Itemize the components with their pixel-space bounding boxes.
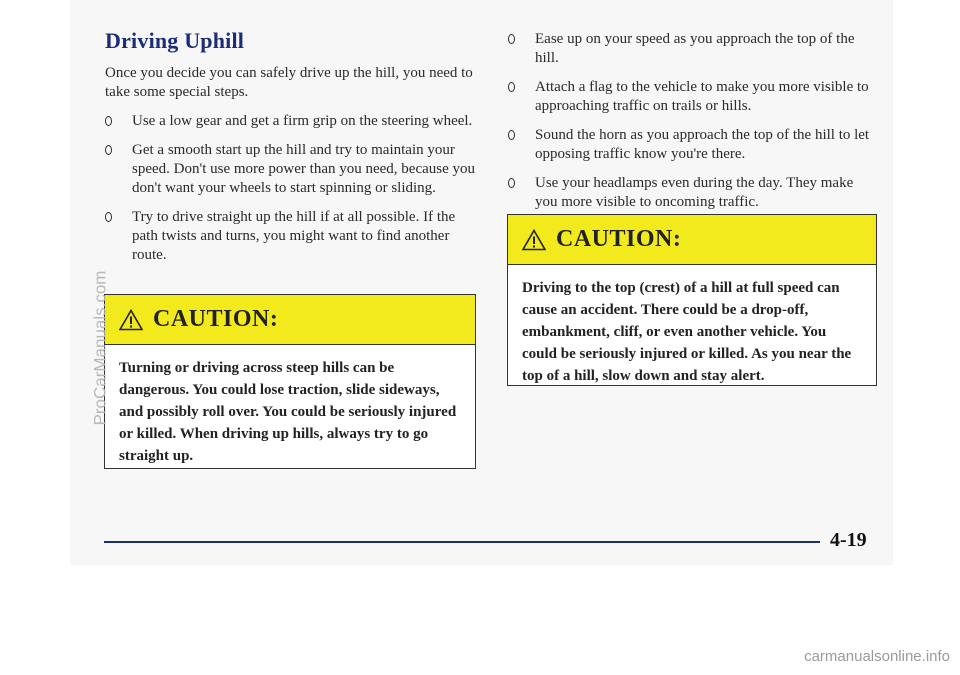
bullet-icon xyxy=(105,145,112,155)
bullet-icon xyxy=(508,82,515,92)
warning-triangle-icon xyxy=(119,309,143,331)
page-number: 4-19 xyxy=(830,529,867,551)
bullet-icon xyxy=(508,34,515,44)
bullet-icon xyxy=(508,178,515,188)
footer-rule xyxy=(104,541,820,543)
left-column xyxy=(105,28,477,275)
list-item: Try to drive straight up the hill if at all possible. If the path twists and turns, you might want to find another route. xyxy=(105,208,477,265)
left-bullet-list xyxy=(105,112,477,265)
bullet-icon xyxy=(508,130,515,140)
list-item: Attach a flag to the vehicle to make you more visible to approaching traffic on trails or hills. xyxy=(508,78,878,116)
caution-label: CAUTION: xyxy=(556,226,682,252)
list-item: Use a low gear and get a firm grip on the steering wheel. xyxy=(105,112,477,131)
right-bullet-list xyxy=(508,30,878,212)
caution-label: CAUTION: xyxy=(153,306,279,332)
bottom-watermark: carmanualsonline.info xyxy=(804,648,950,665)
right-column xyxy=(508,30,878,222)
caution-header xyxy=(508,215,876,265)
caution-text: Driving to the top (crest) of a hill at full speed can cause an accident. There could be a drop-off, embankment, cliff, or even another vehicle. You could be seriously injured or killed. As you near the top of a hill, slow down and stay alert. xyxy=(522,280,852,384)
caution-header xyxy=(105,295,475,345)
list-item: Use your headlamps even during the day. They make you more visible to oncoming traffic. xyxy=(508,174,878,212)
list-item: Ease up on your speed as you approach the top of the hill. xyxy=(508,30,878,68)
side-watermark: ProCarManuals.com xyxy=(90,270,110,425)
list-item: Get a smooth start up the hill and try to maintain your speed. Don't use more power than you need, because you don't want your wheels to start spinning or sliding. xyxy=(105,141,477,198)
section-title: Driving Uphill xyxy=(105,28,245,53)
caution-box-left xyxy=(104,294,476,469)
caution-box-right xyxy=(507,214,877,386)
bullet-icon xyxy=(105,116,112,126)
intro-paragraph: Once you decide you can safely drive up the hill, you need to take some special steps. xyxy=(105,65,473,100)
caution-text: Turning or driving across steep hills can be dangerous. You could lose traction, slide sideways, and possibly roll over. You could be seriously injured or killed. When driving up hills, always try to go straight up. xyxy=(119,360,457,464)
warning-triangle-icon xyxy=(522,229,546,251)
list-item: Sound the horn as you approach the top of the hill to let opposing traffic know you're there. xyxy=(508,126,878,164)
